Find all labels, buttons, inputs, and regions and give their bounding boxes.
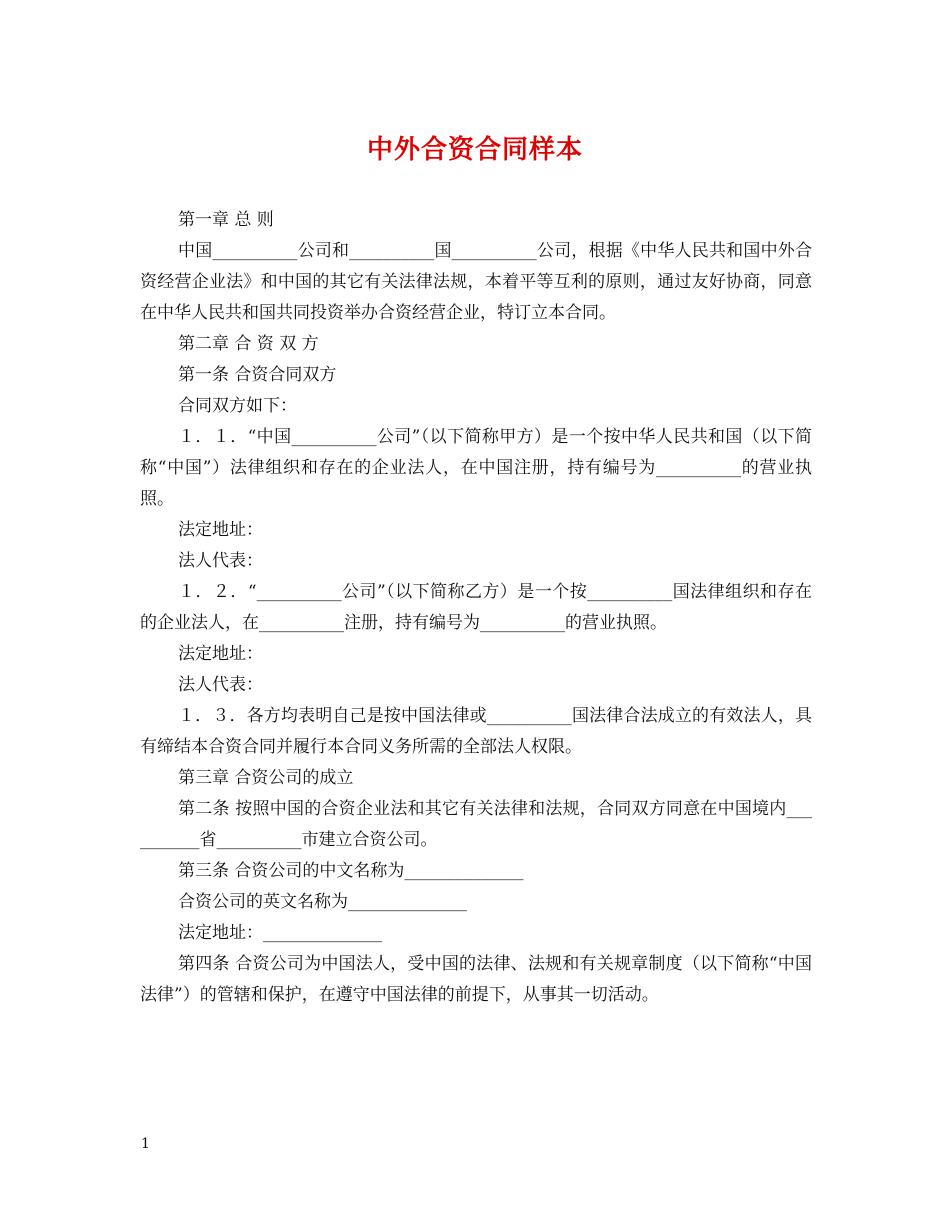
clause-paragraph: １．１．“中国__________公司”（以下简称甲方）是一个按中华人民共和国（以下简称“中国”）法律组织和存在的企业法人，在中国注册，持有编号为__________的营业执照。 [140, 427, 812, 509]
document-title: 中外合资合同样本 [366, 135, 583, 165]
field-line: 合资公司的英文名称为______________ [178, 892, 467, 912]
chapter-heading: 第一章 总 则 [178, 210, 274, 230]
article-paragraph: 第四条 合资公司为中国法人，受中国的法律、法规和有关规章制度（以下简称“中国法律”）的管辖和保护，在遵守中国法律的前提下，从事其一切活动。 [140, 954, 812, 1005]
field-line: 法定地址： [178, 520, 263, 540]
field-line: 法定地址：______________ [178, 923, 382, 943]
clause-paragraph: １．３．各方均表明自己是按中国法律或__________国法律合法成立的有效法人，具有缔结本合资合同并履行本合同义务所需的全部法人权限。 [140, 706, 812, 757]
field-line: 法定地址： [178, 644, 263, 664]
article-paragraph: 第三条 合资公司的中文名称为______________ [178, 861, 524, 881]
document-body [140, 205, 812, 1011]
page-number: 1 [141, 1136, 150, 1152]
body-paragraph: 中国__________公司和__________国__________公司，根据《中华人民共和国中外合资经营企业法》和中国的其它有关法律法规，本着平等互利的原则，通过友好协商，同意在中华人民共和国共同投资举办合资经营企业，特订立本合同。 [140, 241, 812, 323]
chapter-heading: 第三章 合资公司的成立 [178, 768, 354, 788]
field-line: 法人代表： [178, 551, 263, 571]
field-line: 法人代表： [178, 675, 263, 695]
article-heading: 第一条 合资合同双方 [178, 365, 337, 385]
body-paragraph: 合同双方如下： [178, 396, 297, 416]
clause-paragraph: １．２．“__________公司”（以下简称乙方）是一个按__________国法律组织和存在的企业法人，在__________注册，持有编号为__________的营业执照。 [140, 582, 812, 633]
chapter-heading: 第二章 合 资 双 方 [178, 334, 319, 354]
article-paragraph: 第二条 按照中国的合资企业法和其它有关法律和法规，合同双方同意在中国境内__________省__________市建立合资公司。 [140, 799, 812, 850]
